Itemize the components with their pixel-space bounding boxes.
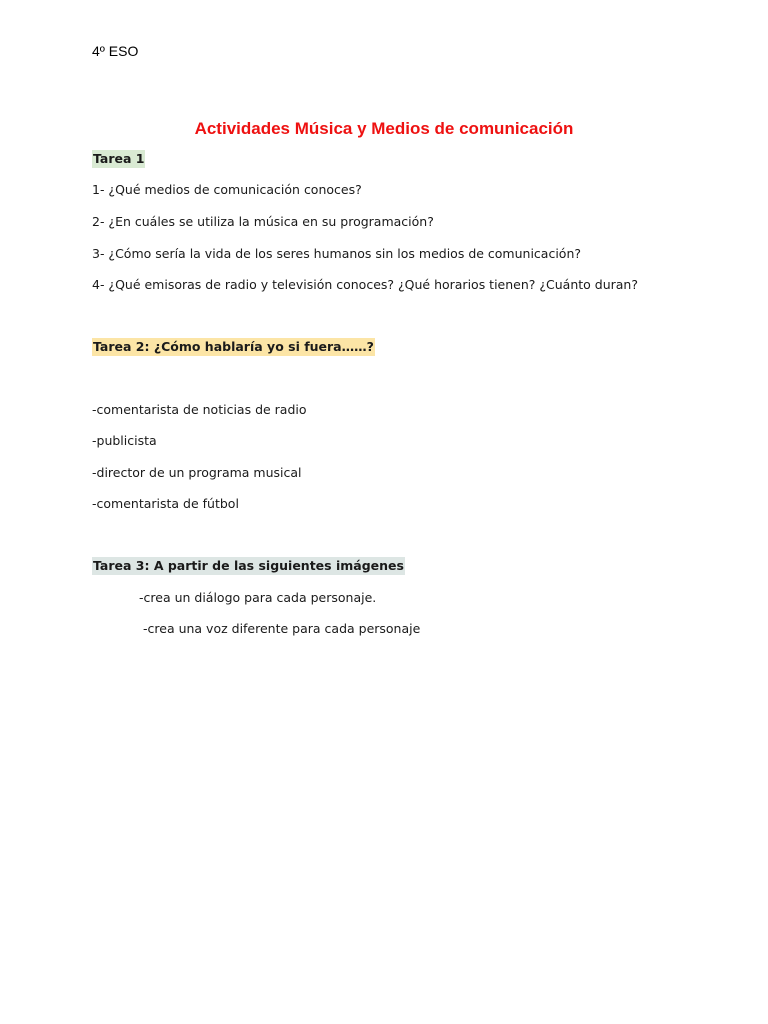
tarea2-item-4: -comentarista de fútbol [92, 496, 239, 511]
tarea2-item-2: -publicista [92, 433, 157, 448]
document-title: Actividades Música y Medios de comunicación [194, 119, 574, 138]
course-label: 4º ESO [92, 43, 139, 59]
tarea1-question-2: 2- ¿En cuáles se utiliza la música en su programación? [92, 214, 434, 229]
tarea3-item-2: -crea una voz diferente para cada personaje [143, 621, 421, 636]
tarea2-item-3: -director de un programa musical [92, 465, 302, 480]
tarea1-question-4: 4- ¿Qué emisoras de radio y televisión conoces? ¿Qué horarios tienen? ¿Cuánto duran? [92, 277, 638, 292]
tarea3-item-1: -crea un diálogo para cada personaje. [139, 590, 377, 605]
tarea1-heading: Tarea 1 [93, 151, 145, 166]
tarea1-question-1: 1- ¿Qué medios de comunicación conoces? [92, 182, 362, 197]
tarea3-heading: Tarea 3: A partir de las siguientes imágenes [93, 558, 404, 573]
tarea1-question-3: 3- ¿Cómo sería la vida de los seres humanos sin los medios de comunicación? [92, 246, 582, 261]
tarea2-item-1: -comentarista de noticias de radio [92, 402, 307, 417]
tarea2-heading: Tarea 2: ¿Cómo hablaría yo si fuera……? [93, 339, 374, 354]
